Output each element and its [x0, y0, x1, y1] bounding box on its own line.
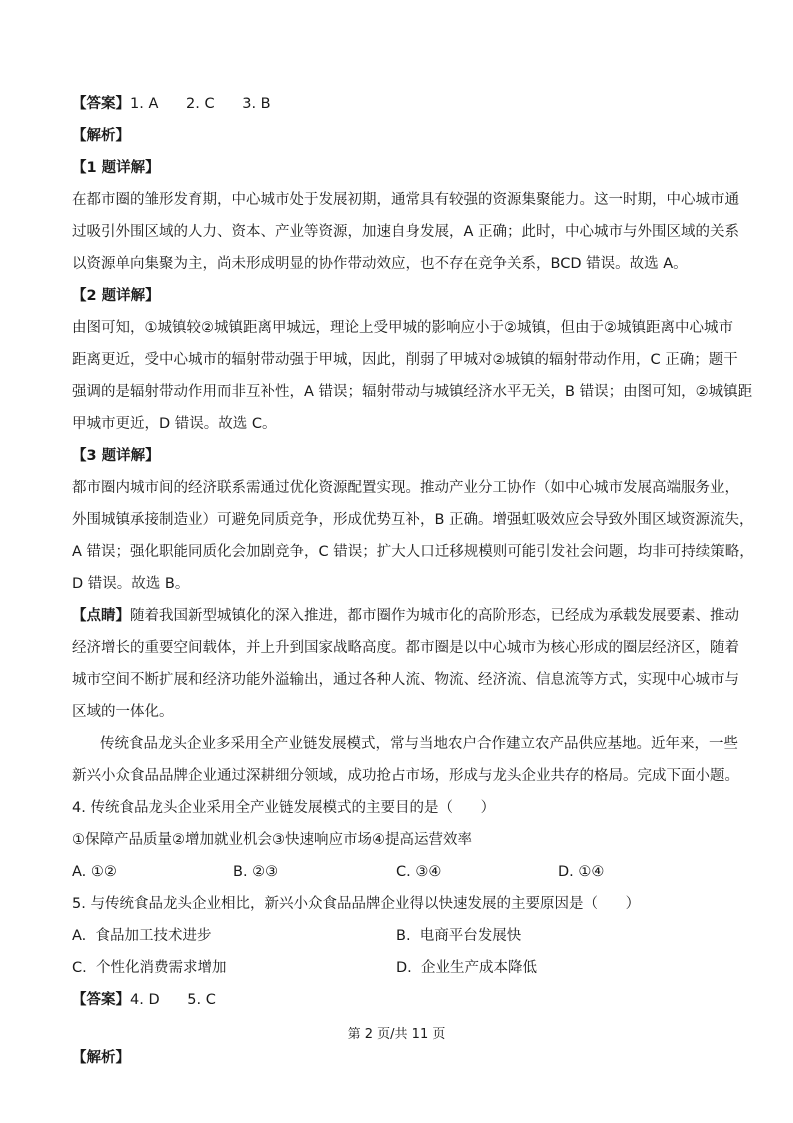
q5-option-d: D. 企业生产成本降低 [396, 960, 537, 976]
q2-line: 强调的是辐射带动作用而非互补性，A 错误；辐射带动与城镇经济水平无关，B 错误；由图可知，②城镇距 [72, 384, 753, 400]
intro-line: 传统食品龙头企业多采用全产业链发展模式，常与当地农户合作建立农产品供应基地。近年来，一些 [100, 736, 738, 752]
tip-line: 区域的一体化。 [72, 704, 174, 720]
analysis-tag: 【解析】 [72, 128, 130, 144]
q1-line: 过吸引外围区域的人力、资本、产业等资源，加速自身发展，A 正确；此时，中心城市与外围区域的关系 [72, 224, 740, 240]
q5-option-c: C. 个性化消费需求增加 [72, 960, 227, 976]
q3-line: 外围城镇承接制造业）可避免同质竞争，形成优势互补，B 正确。增强虹吸效应会导致外围区域资源流失， [72, 512, 754, 528]
q2-heading: 【2 题详解】 [72, 288, 160, 304]
q1-line: 在都市圈的雏形发育期，中心城市处于发展初期，通常具有较强的资源集聚能力。这一时期，中心城市通 [72, 192, 739, 208]
q3-line: D 错误。故选 B。 [72, 576, 190, 592]
q5-option-a: A. 食品加工技术进步 [72, 928, 212, 944]
q5-option-b: B. 电商平台发展快 [396, 928, 522, 944]
q1-heading: 【1 题详解】 [72, 160, 160, 176]
q4-option-a: A. ①② [72, 864, 117, 880]
q2-line: 甲城市更近，D 错误。故选 C。 [72, 416, 277, 432]
intro-line: 新兴小众食品品牌企业通过深耕细分领域，成功抢占市场，形成与龙头企业共存的格局。完成下面小题。 [72, 768, 739, 784]
tip-line: 城市空间不断扩展和经济功能外溢输出，通过各种人流、物流、经济流、信息流等方式，实现中心城市与 [72, 672, 739, 688]
tip-tag: 【点睛】 [72, 608, 130, 624]
q4-option-c: C. ③④ [396, 864, 442, 880]
q4-statements: ①保障产品质量②增加就业机会③快速响应市场④提高运营效率 [72, 832, 472, 848]
page-footer: 第 2 页/共 11 页 [347, 1027, 446, 1042]
q5-stem: 5. 与传统食品龙头企业相比，新兴小众食品品牌企业得以快速发展的主要原因是（ ） [72, 896, 641, 912]
q3-line: 都市圈内城市间的经济联系需通过优化资源配置实现。推动产业分工协作（如中心城市发展高端服务业， [72, 480, 739, 496]
q2-line: 距离更近，受中心城市的辐射带动强于甲城，因此，削弱了甲城对②城镇的辐射带动作用，C 正确；题干 [72, 352, 738, 368]
q1-line: 以资源单向集聚为主，尚未形成明显的协作带动效应，也不存在竞争关系，BCD 错误。故选 A。 [72, 256, 688, 272]
answer-line [72, 94, 722, 114]
q4-stem: 4. 传统食品龙头企业采用全产业链发展模式的主要目的是（ ） [72, 800, 496, 816]
tip-line: 经济增长的重要空间载体，并上升到国家战略高度。都市圈是以中心城市为核心形成的圈层经济区，随着 [72, 640, 739, 656]
analysis-tag-2: 【解析】 [72, 1050, 130, 1066]
answer-line-2 [72, 990, 722, 1010]
q4-option-b: B. ②③ [233, 864, 279, 880]
answer-values: 1. A 2. C 3. B [130, 96, 271, 112]
tip-line [72, 606, 739, 626]
q3-line: A 错误；强化职能同质化会加剧竞争，C 错误；扩大人口迁移规模则可能引发社会问题，均非可持续策略， [72, 544, 754, 560]
answer-tag: 【答案】 [72, 96, 130, 112]
q2-line: 由图可知，①城镇较②城镇距离甲城远，理论上受甲城的影响应小于②城镇，但由于②城镇距离中心城市 [72, 320, 733, 336]
tip-text: 随着我国新型城镇化的深入推进，都市圈作为城市化的高阶形态，已经成为承载发展要素、推动 [130, 608, 739, 624]
q3-heading: 【3 题详解】 [72, 448, 160, 464]
answer-values-2: 4. D 5. C [130, 992, 216, 1008]
q4-option-d: D. ①④ [558, 864, 605, 880]
answer-tag-2: 【答案】 [72, 992, 130, 1008]
